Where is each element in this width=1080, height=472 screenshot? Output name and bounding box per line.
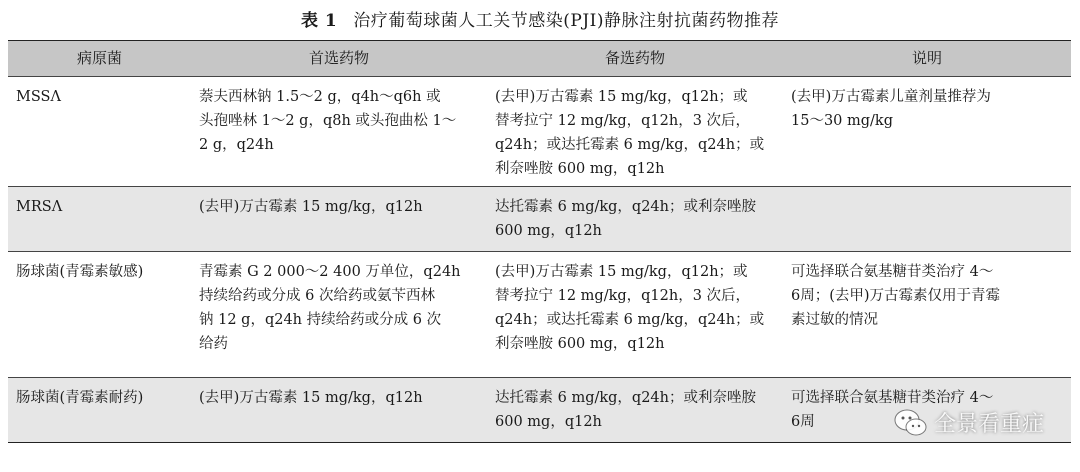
table-label: 表 1 (301, 11, 338, 31)
watermark-text: 全景看重症 (933, 412, 1044, 437)
pathogen-cell: 肠球菌(青霉素耐药) (16, 390, 144, 406)
table-header-row (8, 41, 1071, 77)
watermark (894, 407, 1044, 438)
table-row (8, 186, 1071, 251)
note-cell: 可选择联合氨基糖苷类治疗 4～ 6周 (791, 390, 994, 430)
alternative-cell: 达托霉素 6 mg/kg，q24h；或利奈唑胺 600 mg，q12h (495, 199, 756, 239)
pathogen-cell: MRSΛ (16, 199, 63, 215)
first-choice-cell: 青霉素 G 2 000～2 400 万单位，q24h 持续给药或分成 6 次给药或氨苄西林 钠 12 g，q24h 持续给药或分成 6 次 给药 (199, 264, 461, 352)
first-choice-cell: (去甲)万古霉素 15 mg/kg，q12h (199, 390, 423, 406)
table-title: 治疗葡萄球菌人工关节感染(PJI)静脉注射抗菌药物推荐 (353, 11, 779, 31)
pathogen-cell: 肠球菌(青霉素敏感) (16, 264, 144, 280)
first-choice-cell: (去甲)万古霉素 15 mg/kg，q12h (199, 199, 423, 215)
alternative-cell: (去甲)万古霉素 15 mg/kg，q12h；或 替考拉宁 12 mg/kg，q12h，3 次后， q24h；或达托霉素 6 mg/kg，q24h；或 利奈唑胺 600 mg，q12h (495, 89, 765, 177)
wechat-icon (894, 408, 928, 438)
header-pathogen: 病原菌 (76, 49, 122, 67)
first-choice-cell: 萘夫西林钠 1.5～2 g，q4h～q6h 或 头孢唑林 1～2 g，q8h 或头孢曲松 1～ 2 g，q24h (199, 89, 457, 153)
header-first-choice: 首选药物 (308, 49, 369, 67)
alternative-cell: 达托霉素 6 mg/kg，q24h；或利奈唑胺 600 mg，q12h (495, 390, 756, 430)
header-alternative: 备选药物 (604, 49, 665, 67)
drug-recommendation-table (8, 40, 1071, 443)
table-caption (0, 6, 1080, 31)
note-cell: (去甲)万古霉素儿童剂量推荐为 15～30 mg/kg (791, 89, 991, 129)
table-row (8, 251, 1071, 377)
table-row (8, 77, 1071, 186)
header-note: 说明 (911, 49, 942, 67)
note-cell (783, 187, 1071, 251)
alternative-cell: (去甲)万古霉素 15 mg/kg，q12h；或 替考拉宁 12 mg/kg，q12h，3 次后， q24h；或达托霉素 6 mg/kg，q24h；或 利奈唑胺 600 mg，q12h (495, 264, 765, 352)
pathogen-cell: MSSΛ (16, 89, 61, 105)
note-cell: 可选择联合氨基糖苷类治疗 4～ 6周；(去甲)万古霉素仅用于青霉 素过敏的情况 (791, 264, 1001, 328)
